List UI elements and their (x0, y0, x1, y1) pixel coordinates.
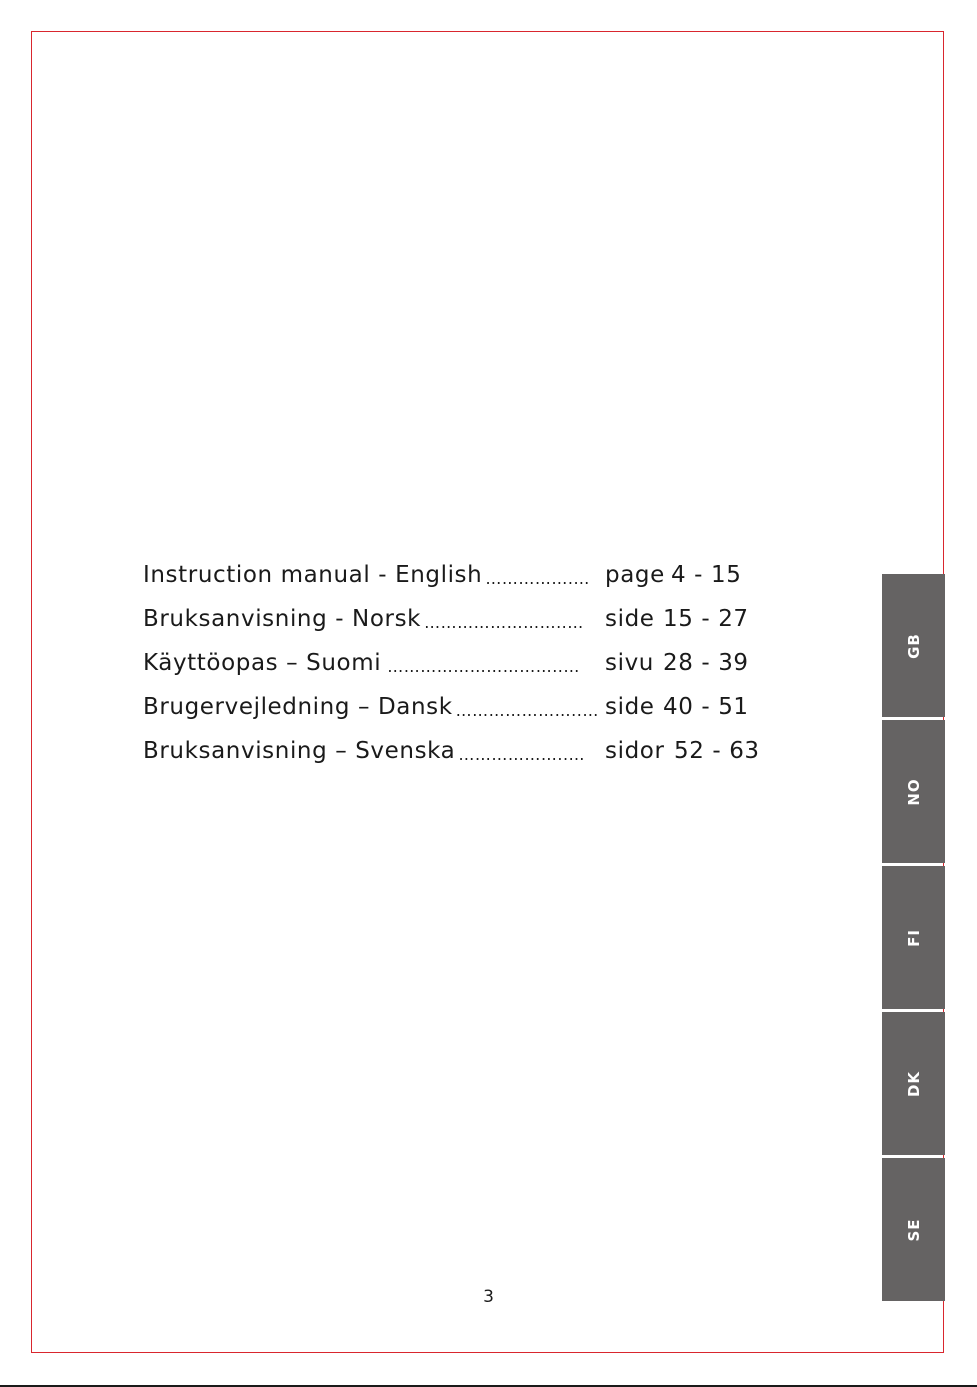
toc-page-range: 28 - 39 (663, 650, 749, 676)
toc-row-norsk[interactable] (143, 597, 783, 641)
tab-no[interactable] (882, 720, 945, 863)
toc-page-range: 52 - 63 (674, 738, 760, 764)
tab-label: FI (904, 928, 923, 947)
toc-leader: …………………..… (455, 700, 599, 720)
tab-label: GB (904, 632, 923, 659)
toc-page-word: side (605, 694, 655, 720)
toc-page-word: page (605, 562, 665, 588)
toc-title: Brugervejledning – Dansk (143, 694, 453, 720)
toc-page-range: 15 - 27 (663, 606, 749, 632)
toc-leader: ……………………..… (424, 612, 584, 632)
toc-title: Bruksanvisning – Svenska (143, 738, 456, 764)
tab-dk[interactable] (882, 1012, 945, 1155)
language-tabs (882, 574, 945, 1304)
toc-title: Bruksanvisning - Norsk (143, 606, 422, 632)
toc-row-suomi[interactable] (143, 641, 783, 685)
toc-title: Instruction manual - English (143, 562, 483, 588)
toc-row-dansk[interactable] (143, 685, 783, 729)
tab-label: DK (904, 1070, 923, 1097)
toc-title: Käyttöopas – Suomi (143, 650, 382, 676)
toc-page-word: sidor (605, 738, 665, 764)
toc-leader: …………….… (485, 568, 590, 588)
tab-se[interactable] (882, 1158, 945, 1301)
toc-leader: ………………..… (458, 744, 586, 764)
toc-page-word: sivu (605, 650, 654, 676)
table-of-contents (143, 553, 783, 773)
toc-page-word: side (605, 606, 655, 632)
tab-label: SE (904, 1217, 923, 1242)
tab-label: NO (904, 777, 923, 806)
toc-leader: …………………………..… (387, 656, 580, 676)
tab-fi[interactable] (882, 866, 945, 1009)
toc-page-range: 4 - 15 (671, 562, 742, 588)
toc-row-svenska[interactable] (143, 729, 783, 773)
toc-row-english[interactable] (143, 553, 783, 597)
page-number: 3 (483, 1287, 494, 1307)
toc-page-range: 40 - 51 (663, 694, 749, 720)
tab-gb[interactable] (882, 574, 945, 717)
